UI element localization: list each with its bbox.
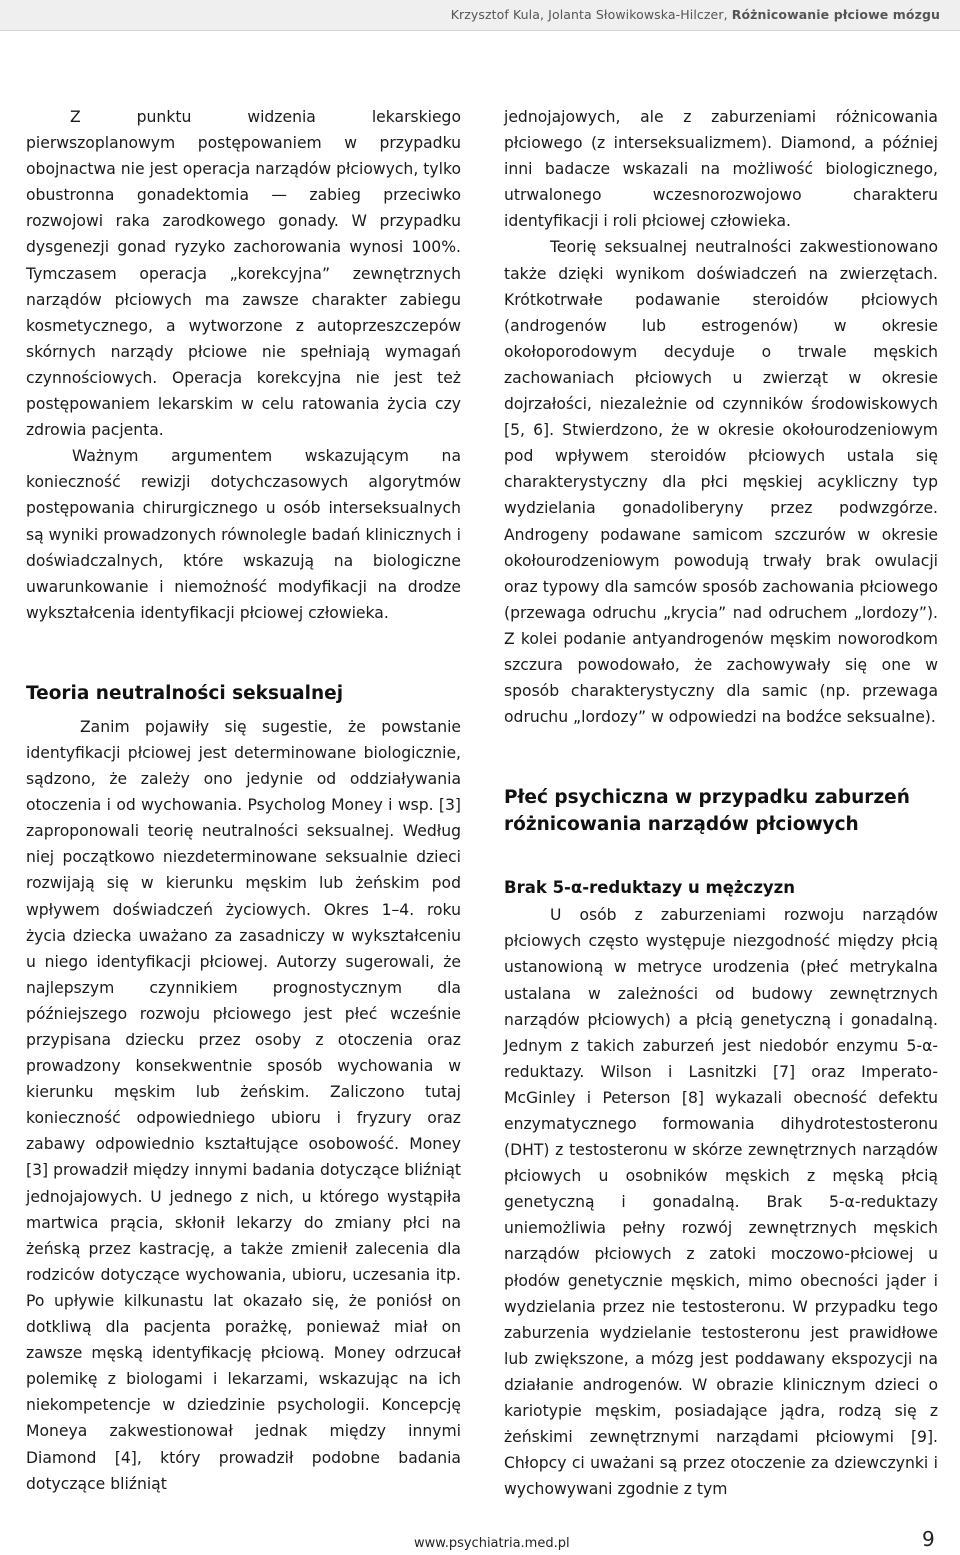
right-paragraph-2: Teorię seksualnej neutralności zakwestionowano także dzięki wynikom doświadczeń na zwierzętach. Krótkotrwałe podawanie steroidów płciowych (androgenów lub estrogenów) w okresie okołoporodowym decyduje o trwale męskich zachowaniach płciowych u zwierząt w okresie dojrzałości, niezależnie od czynników środowiskowych [5, 6]. Stwierdzono, że w okresie okołourodzeniowym pod wpływem steroidów płciowych ustala się charakterystyczny dla płci męskiej acykliczny typ wydzielania gonadoliberyny przez podwzgórze. Androgeny podawane samicom szczurów w okresie okołourodzeniowym powodują trwały brak owulacji oraz typowy dla samców sposób zachowania płciowego (przewaga odruchu „krycia” nad odruchem „lordozy”). Z kolei podanie antyandrogenów męskim noworodkom szczura powodowało, że zachowywały się one w sposób charakterystyczny dla samic (np. przewaga odruchu „lordozy” w odpowiedzi na bodźce seksualne). (504, 238, 938, 727)
running-header-text (451, 7, 940, 22)
right-paragraph-3: U osób z zaburzeniami rozwoju narządów płciowych często występuje niezgodność między płcią ustanowioną w metryce urodzenia (płeć metrykalna ustalana w zależności od budowy zewnętrznych narządów płciowych) a płcią genetyczną i gonadalną. Jednym z takich zaburzeń jest niedobór enzymu 5-α-reduktazy. Wilson i Lasnitzki [7] oraz Imperato-McGinley i Peterson [8] wykazali obecność defektu enzymatycznego formowania dihydrotestosteronu (DHT) z testosteronu w skórze zewnętrznych narządów płciowych u osobników męskich z męską płcią genetyczną i gonadalną. Brak 5-α-reduktazy uniemożliwia pełny rozwój zewnętrznych męskich narządów płciowych z zatoki moczowo-płciowej u płodów genetycznie męskich, mimo obecności jąder i wydzielania przez nie testosteronu. W przypadku tego zaburzenia wydzielanie testosteronu jest prawidłowe lub zwiększone, a mózg jest poddawany ekspozycji na działanie androgenów. W obrazie klinicznym dzieci o kariotypie męskim, posiadające jądra, rodzą się z żeńskimi zewnętrznymi narządami płciowymi [9]. Chłopcy ci uważani są przez otoczenie za dziewczynki i wychowywani zgodnie z tym (504, 906, 938, 1499)
right-paragraph-1: jednojajowych, ale z zaburzeniami różnicowania płciowego (z interseksualizmem). Diamond, a później inni badacze wskazali na możliwość biologicznego, utrwalonego wczesnorozwojowo charakteru identyfikacji i roli płciowej człowieka. (504, 108, 938, 231)
left-paragraph-2: Ważnym argumentem wskazującym na konieczność rewizji dotychczasowych algorytmów postępowania chirurgicznego u osób interseksualnych są wyniki prowadzonych równolegle badań klinicznych i doświadczalnych, które wskazują na biologiczne uwarunkowanie i niemożność modyfikacji na drodze wykształcenia identyfikacji płciowej człowieka. (26, 447, 461, 622)
footer-url: www.psychiatria.med.pl (414, 1536, 570, 1551)
left-paragraph-1: Z punktu widzenia lekarskiego pierwszoplanowym postępowaniem w przypadku obojnactwa nie jest operacja narządów płciowych, tylko obustronna gonadektomia — zabieg przeciwko rozwojowi raka zarodkowego gonady. W przypadku dysgenezji gonad ryzyko zachorowania wynosi 100%. Tymczasem operacja „korekcyjna” zewnętrznych narządów płciowych ma zawsze charakter zabiegu kosmetycznego, a wytworzone z autoprzeszczepów skórnych narządy płciowe nie spełniają wymagań czynnościowych. Operacja korekcyjna nie jest też postępowaniem lekarskim w celu ratowania życia czy zdrowia pacjenta. (26, 108, 461, 440)
right-column (504, 104, 938, 1502)
header-title: Różnicowanie płciowe mózgu (731, 7, 940, 22)
running-header (0, 0, 960, 31)
page-number: 9 (922, 1527, 935, 1551)
section-heading-neutrality: Teoria neutralności seksualnej (26, 682, 344, 704)
header-authors: Krzysztof Kula, Jolanta Słowikowska-Hilczer, (450, 7, 728, 22)
section-heading-psychological-sex: Płeć psychiczna w przypadku zaburzeń różnicowania narządów płciowych (504, 787, 910, 836)
left-paragraph-3: Zanim pojawiły się sugestie, że powstanie identyfikacji płciowej jest determinowane biologicznie, sądzono, że zależy ono jedynie od oddziaływania otoczenia i od wychowania. Psycholog Money i wsp. [3] zaproponowali teorię neutralności seksualnej. Według niej początkowo niezdeterminowane seksualnie dzieci rozwijają się w kierunku męskim lub żeńskim pod wpływem doświadczeń życiowych. Okres 1–4. roku życia dziecka uważano za zasadniczy w wykształceniu u niego identyfikacji płciowej. Autorzy sugerowali, że najlepszym czynnikiem prognostycznym dla późniejszego rozwoju płciowego jest płeć wcześnie przypisana dziecku przez osoby z otoczenia oraz prowadzony konsekwentnie sposób wychowania w kierunku męskim lub żeńskim. Zaliczono tutaj konieczność odpowiedniego ubioru i fryzury oraz zabawy odpowiednio kształtujące osobowość. Money [3] prowadził między innymi badania dotyczące bliźniąt jednojajowych. U jednego z nich, u którego wystąpiła martwica prącia, skłonił lekarzy do zmiany płci na żeńską przez kastrację, a także zmienił zalecenia dla rodziców dotyczące wychowania, ubioru, uczesania itp. Po upływie kilkunastu lat okazało się, że poniósł on dotkliwą dla pacjenta porażkę, ponieważ miał on zawsze męską identyfikację płciową. Money odrzucał polemikę z biologami i lekarzami, wskazując na ich niekompetencje w dziedzinie psychologii. Koncepcję Moneya zakwestionował jednak między innymi Diamond [4], który prowadził podobne badania dotyczące bliźniąt (26, 717, 461, 1493)
subsection-heading-5ar-deficiency: Brak 5-α-reduktazy u mężczyzn (504, 878, 796, 898)
left-column (26, 104, 461, 1497)
